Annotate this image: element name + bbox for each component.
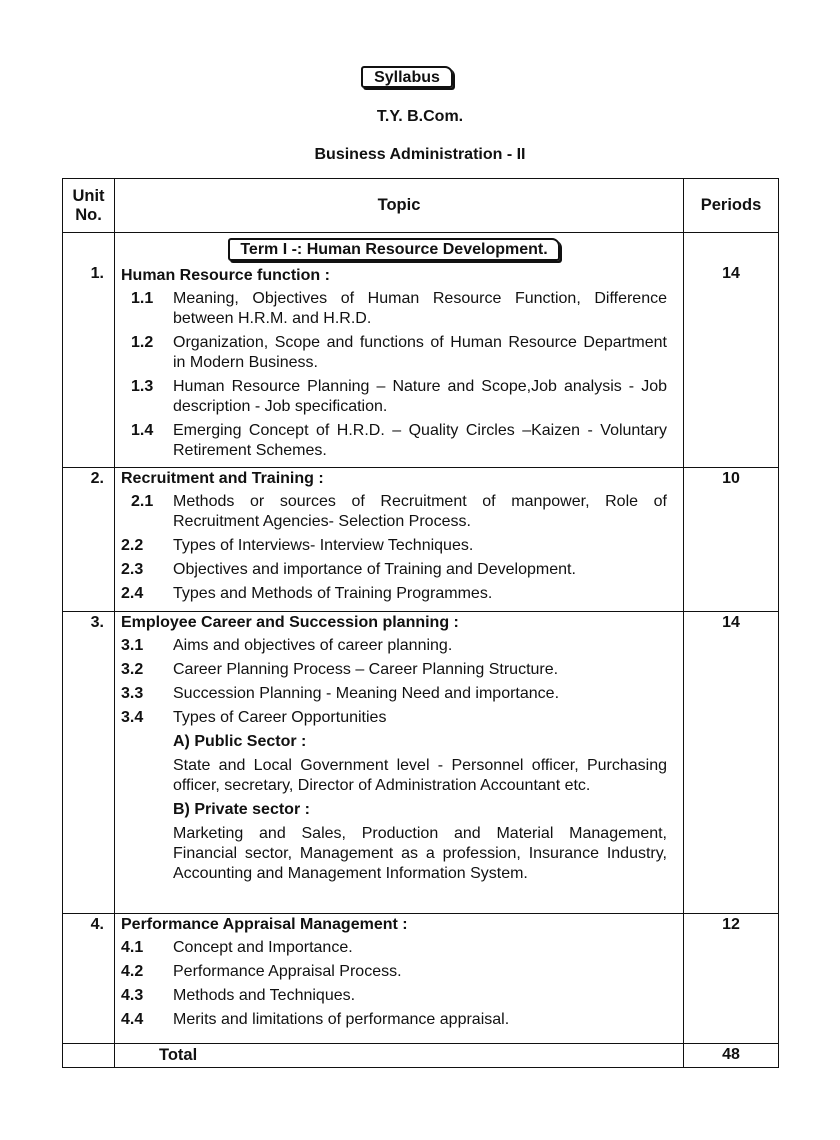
career-subsections bbox=[121, 732, 667, 884]
table-row bbox=[63, 914, 779, 1044]
course-title: T.Y. B.Com. bbox=[376, 108, 464, 125]
unit-topic-cell bbox=[115, 233, 684, 468]
list-item bbox=[121, 536, 667, 556]
unit-header-line1: Unit bbox=[72, 186, 105, 205]
unit-number: 4. bbox=[63, 914, 115, 1044]
item-text: Meaning, Objectives of Human Resource Function, Difference between H.R.M. and H.R.D. bbox=[173, 290, 667, 327]
item-number: 2.4 bbox=[121, 585, 144, 602]
item-text: Concept and Importance. bbox=[173, 939, 353, 956]
unit-no-header bbox=[63, 179, 115, 233]
topic-header: Topic bbox=[115, 179, 684, 233]
item-number: 4.2 bbox=[121, 963, 144, 980]
list-item bbox=[121, 660, 667, 680]
unit-periods: 10 bbox=[684, 468, 779, 612]
table-header-row bbox=[63, 179, 779, 233]
item-text: Performance Appraisal Process. bbox=[173, 963, 402, 980]
list-item bbox=[121, 636, 667, 656]
unit-title: Recruitment and Training : bbox=[121, 470, 324, 487]
list-item bbox=[121, 684, 667, 704]
list-item bbox=[121, 584, 667, 604]
list-item bbox=[121, 986, 667, 1006]
unit-number: 2. bbox=[63, 468, 115, 612]
public-sector-heading: A) Public Sector : bbox=[173, 733, 307, 750]
term-label: Term I -: Human Resource Development. bbox=[228, 238, 559, 261]
unit-topic-cell bbox=[115, 612, 684, 914]
item-text: Emerging Concept of H.R.D. – Quality Circles –Kaizen - Voluntary Retirement Schemes. bbox=[173, 422, 667, 459]
item-number: 1.2 bbox=[131, 334, 154, 351]
item-text: Types and Methods of Training Programmes. bbox=[173, 585, 493, 602]
list-item bbox=[121, 377, 667, 417]
unit-periods: 14 bbox=[684, 612, 779, 914]
unit-title: Employee Career and Succession planning : bbox=[121, 614, 459, 631]
unit-number bbox=[63, 233, 115, 468]
list-item bbox=[121, 1010, 667, 1030]
item-text: Methods and Techniques. bbox=[173, 987, 356, 1004]
item-number: 3.2 bbox=[121, 661, 144, 678]
item-number: 3.1 bbox=[121, 637, 144, 654]
list-item bbox=[121, 962, 667, 982]
subject-title: Business Administration - II bbox=[314, 146, 526, 163]
item-number: 2.1 bbox=[131, 493, 154, 510]
item-number: 1.4 bbox=[131, 422, 154, 439]
total-row bbox=[63, 1044, 779, 1068]
list-item bbox=[121, 421, 667, 461]
item-text: Types of Interviews- Interview Techniques. bbox=[173, 537, 474, 554]
item-number: 1.1 bbox=[131, 290, 154, 307]
item-text: Succession Planning - Meaning Need and importance. bbox=[173, 685, 560, 702]
item-number: 2.2 bbox=[121, 537, 144, 554]
list-item bbox=[121, 938, 667, 958]
table-row bbox=[63, 612, 779, 914]
periods-header: Periods bbox=[684, 179, 779, 233]
private-sector-heading: B) Private sector : bbox=[173, 801, 310, 818]
table-row bbox=[63, 233, 779, 468]
public-sector-text: State and Local Government level - Personnel officer, Purchasing officer, secretary, Director of Administration Accountant etc. bbox=[173, 757, 667, 794]
item-text: Objectives and importance of Training and Development. bbox=[173, 561, 576, 578]
item-text: Merits and limitations of performance appraisal. bbox=[173, 1011, 510, 1028]
item-number: 1.3 bbox=[131, 378, 154, 395]
term-label-wrap bbox=[121, 235, 667, 267]
item-number: 3.3 bbox=[121, 685, 144, 702]
unit-title: Human Resource function : bbox=[121, 267, 330, 284]
total-label: Total bbox=[115, 1044, 684, 1068]
item-text: Aims and objectives of career planning. bbox=[173, 637, 453, 654]
unit-topic-cell bbox=[115, 914, 684, 1044]
private-sector-text: Marketing and Sales, Production and Material Management, Financial sector, Management as a profession, Insurance Industry, Accounting and Management Information System. bbox=[173, 825, 667, 882]
item-text: Human Resource Planning – Nature and Scope,Job analysis - Job description - Job specification. bbox=[173, 378, 667, 415]
unit-periods bbox=[684, 233, 779, 468]
item-text: Types of Career Opportunities bbox=[173, 709, 387, 726]
unit-number: 3. bbox=[63, 612, 115, 914]
list-item bbox=[121, 708, 667, 728]
unit-header-line2: No. bbox=[75, 205, 102, 224]
item-number: 4.4 bbox=[121, 1011, 144, 1028]
syllabus-badge: Syllabus bbox=[361, 66, 453, 88]
unit-title: Performance Appraisal Management : bbox=[121, 916, 408, 933]
unit-periods: 12 bbox=[684, 914, 779, 1044]
syllabus-table bbox=[62, 178, 779, 1068]
unit-topic-cell bbox=[115, 468, 684, 612]
item-text: Organization, Scope and functions of Human Resource Department in Modern Business. bbox=[173, 334, 667, 371]
total-periods: 48 bbox=[684, 1044, 779, 1068]
item-text: Career Planning Process – Career Planning Structure. bbox=[173, 661, 559, 678]
total-unit-cell bbox=[63, 1044, 115, 1068]
table-row bbox=[63, 468, 779, 612]
list-item bbox=[121, 333, 667, 373]
item-number: 3.4 bbox=[121, 709, 144, 726]
list-item bbox=[121, 560, 667, 580]
unit-periods-text: 14 bbox=[722, 265, 740, 282]
unit-number-text: 1. bbox=[90, 265, 104, 282]
item-number: 2.3 bbox=[121, 561, 144, 578]
item-text: Methods or sources of Recruitment of manpower, Role of Recruitment Agencies- Selection Process. bbox=[173, 493, 667, 530]
list-item bbox=[121, 492, 667, 532]
list-item bbox=[121, 289, 667, 329]
item-number: 4.1 bbox=[121, 939, 144, 956]
item-number: 4.3 bbox=[121, 987, 144, 1004]
